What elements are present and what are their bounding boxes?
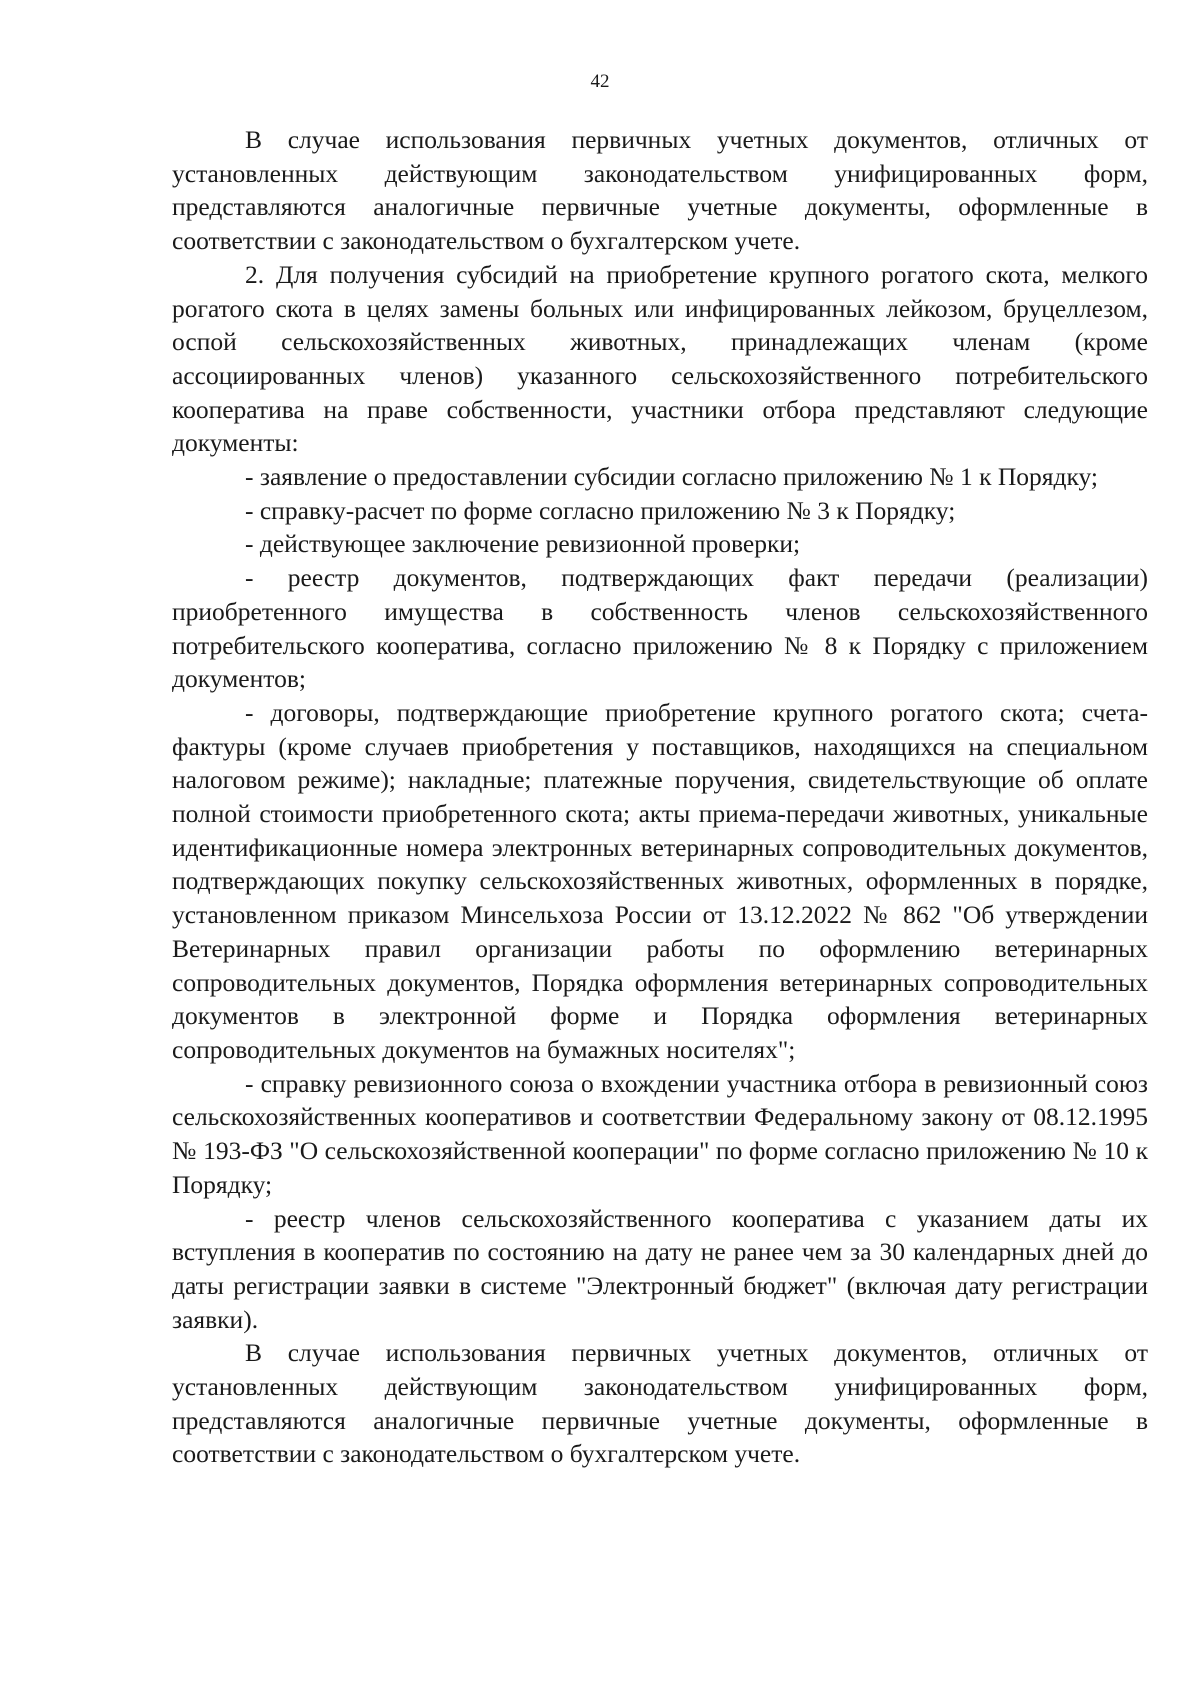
list-item-audit-conclusion: - действующее заключение ревизионной проверки; — [245, 529, 801, 559]
list-item-transfer-registry: - реестр документов, подтверждающих факт передачи (реализации) приобретенного имущества в собственность членов сельскохозяйственного потребительского кооператива, согласно приложению № 8 к Порядку с приложением документов; — [172, 563, 1148, 694]
list-item-members-registry: - реестр членов сельскохозяйственного кооператива с указанием даты их вступления в кооператив по состоянию на дату не ранее чем за 30 календарных дней до даты регистрации заявки в системе "Электронный бюджет" (включая дату регистрации заявки). — [172, 1203, 1148, 1334]
paragraph-primary-documents-note-repeat: В случае использования первичных учетных документов, отличных от установленных действующим законодательством унифицированных форм, представляются аналогичные первичные учетные документы, оформленные в соответствии с законодательством о бухгалтерском учете. — [172, 1338, 1148, 1469]
document-body — [172, 123, 1148, 1471]
paragraph-subsidy-documents-intro: 2. Для получения субсидий на приобретение крупного рогатого скота, мелкого рогатого скота в целях замены больных или инфицированных лейкозом, бруцеллезом, оспой сельскохозяйственных животных, принадлежащих членам (кроме ассоциированных членов) указанного сельскохозяйственного потребительского кооператива на праве собственности, участники отбора представляют следующие документы: — [172, 259, 1148, 458]
paragraph-primary-documents-note: В случае использования первичных учетных документов, отличных от установленных действующим законодательством унифицированных форм, представляются аналогичные первичные учетные документы, оформленные в соответствии с законодательством о бухгалтерском учете. — [172, 125, 1148, 256]
list-item-application: - заявление о предоставлении субсидии согласно приложению № 1 к Порядку; — [245, 462, 1099, 492]
list-item-purchase-contracts: - договоры, подтверждающие приобретение крупного рогатого скота; счета-фактуры (кроме случаев приобретения у поставщиков, находящихся на специальном налоговом режиме); накладные; платежные поручения, свидетельствующие об оплате полной стоимости приобретенного скота; акты приема-передачи животных, уникальные идентификационные номера электронных ветеринарных сопроводительных документов, подтверждающих покупку сельскохозяйственных животных, оформленных в порядке, установленном приказом Минсельхоза России от 13.12.2022 № 862 "Об утверждении Ветеринарных правил организации работы по оформлению ветеринарных сопроводительных документов, Порядка оформления ветеринарных сопроводительных документов в электронной форме и Порядка оформления ветеринарных сопроводительных документов на бумажных носителях"; — [172, 697, 1148, 1064]
list-item-calculation-certificate: - справку-расчет по форме согласно приложению № 3 к Порядку; — [245, 495, 956, 525]
list-item-audit-union-certificate: - справку ревизионного союза о вхождении участника отбора в ревизионный союз сельскохозяйственных кооперативов и соответствии Федеральному закону от 08.12.1995 № 193-ФЗ "О сельскохозяйственной кооперации" по форме согласно приложению № 10 к Порядку; — [172, 1068, 1148, 1199]
page-number: 42 — [590, 71, 610, 92]
